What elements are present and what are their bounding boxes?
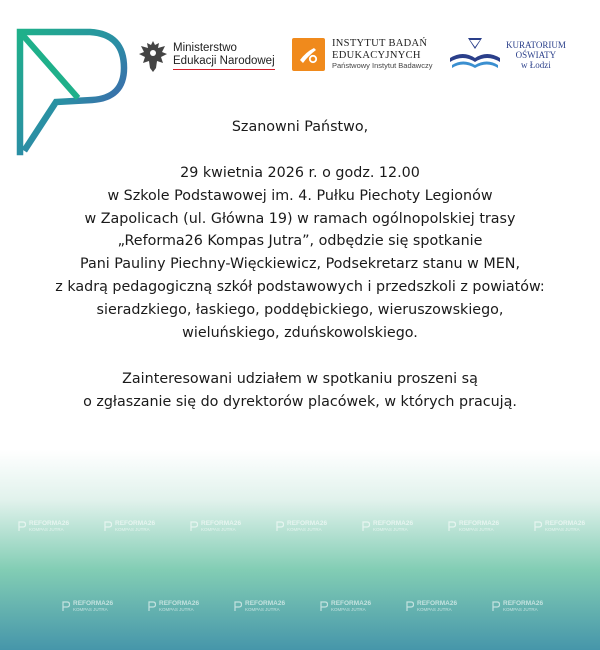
watermark-logo [18, 520, 69, 532]
reforma-mini-icon [362, 521, 370, 532]
watermark-logo [406, 600, 457, 612]
watermark-logo [190, 520, 241, 532]
watermark-line1: REFORMA26 [29, 520, 70, 527]
ibe-name-line3: Państwowy Instytut Badawczy [332, 61, 433, 70]
watermark-logo [234, 600, 285, 612]
kuratorium-name-line1: KURATORIUM [506, 40, 566, 50]
watermark-line2: KOMPAS JUTRA [459, 527, 494, 532]
reforma-mini-icon [234, 601, 242, 612]
closing-note [0, 368, 600, 414]
closing-line: Zainteresowani udziałem w spotkaniu proszeni są [122, 371, 478, 388]
watermark-line2: KOMPAS JUTRA [159, 607, 194, 612]
watermark-line1: REFORMA26 [503, 600, 544, 607]
ministry-logo [137, 38, 275, 74]
watermark-line2: KOMPAS JUTRA [115, 527, 150, 532]
kuratorium-name-line3: w Łodzi [521, 60, 551, 70]
watermark-line2: KOMPAS JUTRA [373, 527, 408, 532]
reforma-mini-icon [18, 521, 26, 532]
ibe-name-line1: INSTYTUT BADAŃ [332, 38, 428, 49]
watermark-logo [534, 520, 585, 532]
ministry-name-line1: Ministerstwo [173, 42, 237, 54]
watermark-line1: REFORMA26 [373, 520, 414, 527]
watermark-logo [104, 520, 155, 532]
kuratorium-name-line2: OŚWIATY [515, 50, 557, 60]
body-line: 29 kwietnia 2026 r. o godz. 12.00 [180, 165, 420, 181]
watermark-logo [276, 520, 327, 532]
watermark-logo [62, 600, 113, 612]
body-line: „Reforma26 Kompas Jutra”, odbędzie się spotkanie [117, 233, 483, 250]
watermark-logo [362, 520, 413, 532]
watermark-line2: KOMPAS JUTRA [503, 607, 538, 612]
reforma-mini-icon [492, 601, 500, 612]
watermark-line1: REFORMA26 [331, 600, 372, 607]
watermark-line2: KOMPAS JUTRA [545, 527, 580, 532]
kuratorium-book-icon [446, 36, 504, 74]
watermark-line1: REFORMA26 [159, 600, 200, 607]
watermark-line1: REFORMA26 [417, 600, 458, 607]
reforma-mini-icon [148, 601, 156, 612]
reforma-mini-icon [320, 601, 328, 612]
watermark-line1: REFORMA26 [73, 600, 114, 607]
watermark-line2: KOMPAS JUTRA [331, 607, 366, 612]
background-gradient [0, 450, 600, 650]
watermark-logo [320, 600, 371, 612]
ministry-name-line2: Edukacji Narodowej [173, 55, 275, 70]
reforma-mini-icon [534, 521, 542, 532]
watermark-line1: REFORMA26 [201, 520, 242, 527]
watermark-line1: REFORMA26 [459, 520, 500, 527]
watermark-line2: KOMPAS JUTRA [287, 527, 322, 532]
announcement-letter [0, 116, 600, 414]
watermark-line2: KOMPAS JUTRA [417, 607, 452, 612]
ibe-orange-icon [292, 38, 325, 71]
watermark-logo [492, 600, 543, 612]
body-line: Pani Pauliny Piechny-Więckiewicz, Podsekretarz stanu w MEN, [79, 256, 521, 273]
watermark-line1: REFORMA26 [287, 520, 328, 527]
reforma-mini-icon [448, 521, 456, 532]
kuratorium-logo [446, 36, 566, 74]
watermark-line2: KOMPAS JUTRA [245, 607, 280, 612]
polish-eagle-icon [137, 38, 169, 74]
reforma-mini-icon [62, 601, 70, 612]
watermark-line2: KOMPAS JUTRA [29, 527, 64, 532]
watermark-line2: KOMPAS JUTRA [201, 527, 236, 532]
announcement-body [0, 162, 600, 344]
watermark-logo [148, 600, 199, 612]
watermark-line1: REFORMA26 [545, 520, 586, 527]
reforma-mini-icon [104, 521, 112, 532]
body-line: wieluńskiego, zduńskowolskiego. [182, 324, 418, 341]
reforma-mini-icon [190, 521, 198, 532]
watermark-logo [448, 520, 499, 532]
reforma-mini-icon [406, 601, 414, 612]
ibe-logo [292, 38, 432, 71]
greeting: Szanowni Państwo, [231, 119, 369, 135]
ibe-name-line2: EDUKACYJNYCH [332, 49, 421, 61]
body-line: w Szkole Podstawowej im. 4. Pułku Piechoty Legionów [107, 187, 493, 204]
watermark-line1: REFORMA26 [115, 520, 156, 527]
closing-line: o zgłaszanie się do dyrektorów placówek, w których pracują. [83, 394, 517, 411]
reforma-mini-icon [276, 521, 284, 532]
body-line: w Zapolicach (ul. Główna 19) w ramach ogólnopolskiej trasy [84, 210, 516, 227]
watermark-line2: KOMPAS JUTRA [73, 607, 108, 612]
body-line: z kadrą pedagogiczną szkół podstawowych i przedszkoli z powiatów: [55, 278, 545, 295]
body-line: sieradzkiego, łaskiego, poddębickiego, wieruszowskiego, [96, 301, 504, 318]
watermark-line1: REFORMA26 [245, 600, 286, 607]
